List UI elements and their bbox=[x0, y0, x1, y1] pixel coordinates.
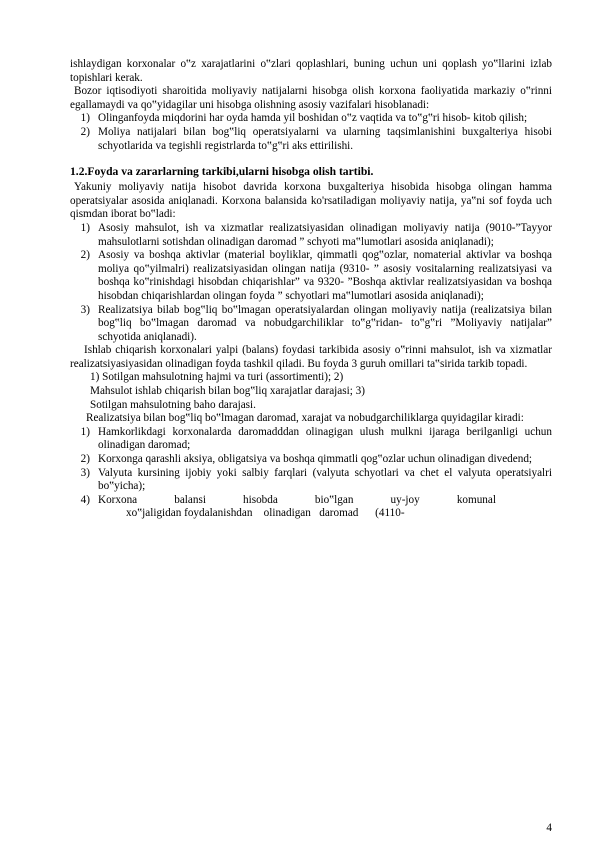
list-text: Realizatsiya bilab bog‟liq bo‟lmagan operatsiyalardan olingan moliyaviy natija (realizatsiya bilan bog‟liq bo‟lmagan daromad va nobudgarchiliklar to‟g‟ridan- to‟g‟ri ”Moliyaviy natijalar” schyotida aniqlanadi). bbox=[98, 303, 552, 343]
list-text: Korxonga qarashli aksiya, obligatsiya va boshqa qimmatli qog‟ozlar uchun olinadigan divedend; bbox=[98, 453, 533, 466]
list-tasks bbox=[70, 112, 552, 153]
document-page bbox=[70, 58, 552, 521]
spacer bbox=[70, 153, 552, 165]
list-text: Moliya natijalari bilan bog‟liq operatsiyalarni va ularning taqsimlanishini buxgalteriya hisobi schyotlarida va tegishli registrlarda to‟g‟ri aks ettirilishi. bbox=[98, 125, 552, 152]
list-text bbox=[98, 494, 552, 521]
spread-line bbox=[98, 494, 552, 508]
list-item bbox=[70, 126, 552, 153]
paragraph-bozor: Bozor iqtisodiyoti sharoitida moliyaviy natijalarni hisobga olish korxona faoliyatida markaziy o‟rinni egallamaydi va qo‟yidagilar uni hisobga olishning asosiy vazifalari hisoblanadi: bbox=[70, 85, 552, 111]
list-number: 3) bbox=[80, 466, 90, 479]
list-number: 4) bbox=[80, 493, 90, 506]
word: hisobda bbox=[243, 493, 278, 506]
list-item bbox=[70, 304, 552, 345]
list-item bbox=[70, 453, 552, 467]
paragraph-realizatsiya: Realizatsiya bilan bog‟liq bo‟lmagan daromad, xarajat va nobudgarchiliklarga quyidagilar kiradi: bbox=[86, 412, 524, 425]
list-number: 1) bbox=[80, 112, 90, 125]
word: uy-joy bbox=[390, 493, 420, 506]
factor-line: 1) Sotilgan mahsulotning hajmi va turi (assortimenti); 2) bbox=[90, 371, 344, 384]
list-text: Asosiy mahsulot, ish va xizmatlar realizatsiyasidan olinadigan moliyaviy natija (9010-”Tayyor mahsulotlarni sotishdan olinadigan daromad ” schyoti ma‟lumotlari asosida aniqlanadi); bbox=[98, 221, 552, 248]
list-number: 2) bbox=[80, 249, 90, 262]
list-text: Olinganfoyda miqdorini har oyda hamda yil boshidan o‟z vaqtida va to‟g‟ri hisob- kitob qilish; bbox=[98, 112, 528, 125]
word: Korxona bbox=[98, 493, 138, 506]
list-item bbox=[70, 249, 552, 303]
factor-line: Mahsulot ishlab chiqarish bilan bog‟liq xarajatlar darajasi; 3) bbox=[90, 385, 365, 398]
list-item bbox=[70, 222, 552, 249]
word: bio‟lgan bbox=[314, 493, 354, 506]
page-number: 4 bbox=[546, 822, 552, 834]
word: balansi bbox=[174, 493, 206, 506]
list-text: Valyuta kursining ijobiy yoki salbiy farqlari (valyuta schyotlari va chet el valyuta operatsiyalri bo‟yicha); bbox=[98, 466, 552, 493]
list-number: 1) bbox=[80, 425, 90, 438]
list-number: 2) bbox=[80, 125, 90, 138]
list-item bbox=[70, 426, 552, 453]
list-text: Hamkorlikdagi korxonalarda daromadddan olinagigan ulush mulkni ijaraga berilganligi uchun olinadigan daromad; bbox=[98, 425, 552, 452]
list-item bbox=[70, 467, 552, 494]
paragraph-intro: ishlaydigan korxonalar o‟z xarajatlarini o‟zlari qoplashlari, buning uchun uni qoplash yo‟llarini izlab topishlari kerak. bbox=[70, 58, 552, 84]
word: komunal bbox=[456, 493, 496, 506]
section-heading: 1.2.Foyda va zararlarning tarkibi,ularni hisobga olish tartibi. bbox=[70, 165, 374, 179]
list-item bbox=[70, 494, 552, 521]
list-number: 2) bbox=[80, 453, 90, 466]
list-result-parts bbox=[70, 222, 552, 344]
paragraph-ishlab: Ishlab chiqarish korxonalari yalpi (balans) foydasi tarkibida asosiy o‟rinni mahsulot, ish va xizmatlar realizatsiyasiyasidan olinadigan foyda tashkil qiladi. Bu foyda 3 guruh omillari ta‟sirida tarkib topadi. bbox=[70, 344, 552, 370]
list-number: 3) bbox=[80, 303, 90, 316]
list-nonsales-income bbox=[70, 426, 552, 521]
continuation-line: xo‟jaligidan foydalanishdan olinadigan daromad (4110- bbox=[126, 507, 405, 520]
list-text: Asosiy va boshqa aktivlar (material boyliklar, qimmatli qog‟ozlar, nomaterial aktivlar va boshqa moliya qo‟yilmalri) realizatsiyasidan olingan natija (9310- ” asosiy vositalarning realizatsiyasi va boshqa ko‟rinishdagi hisobdan chiqarishlar” va 9320- ”Boshqa aktivlar realizatsiyasidan va boshqa hisobdan chiqarishlardan olingan foyda ” schyotlari ma‟lumotlari asosida aniqlanadi); bbox=[98, 249, 552, 302]
paragraph-yakuniy: Yakuniy moliyaviy natija hisobot davrida korxona buxgalteriya hisobida hisobga olingan hamma operatsiyalar asosida aniqlanadi. Korxona balansida ko'rsatiladigan moliyaviy natija, ya‟ni sof foyda uch qismdan iborat bo‟ladi: bbox=[70, 181, 552, 221]
factor-line: Sotilgan mahsulotning baho darajasi. bbox=[90, 398, 256, 411]
list-number: 1) bbox=[80, 221, 90, 234]
list-item bbox=[70, 112, 552, 126]
